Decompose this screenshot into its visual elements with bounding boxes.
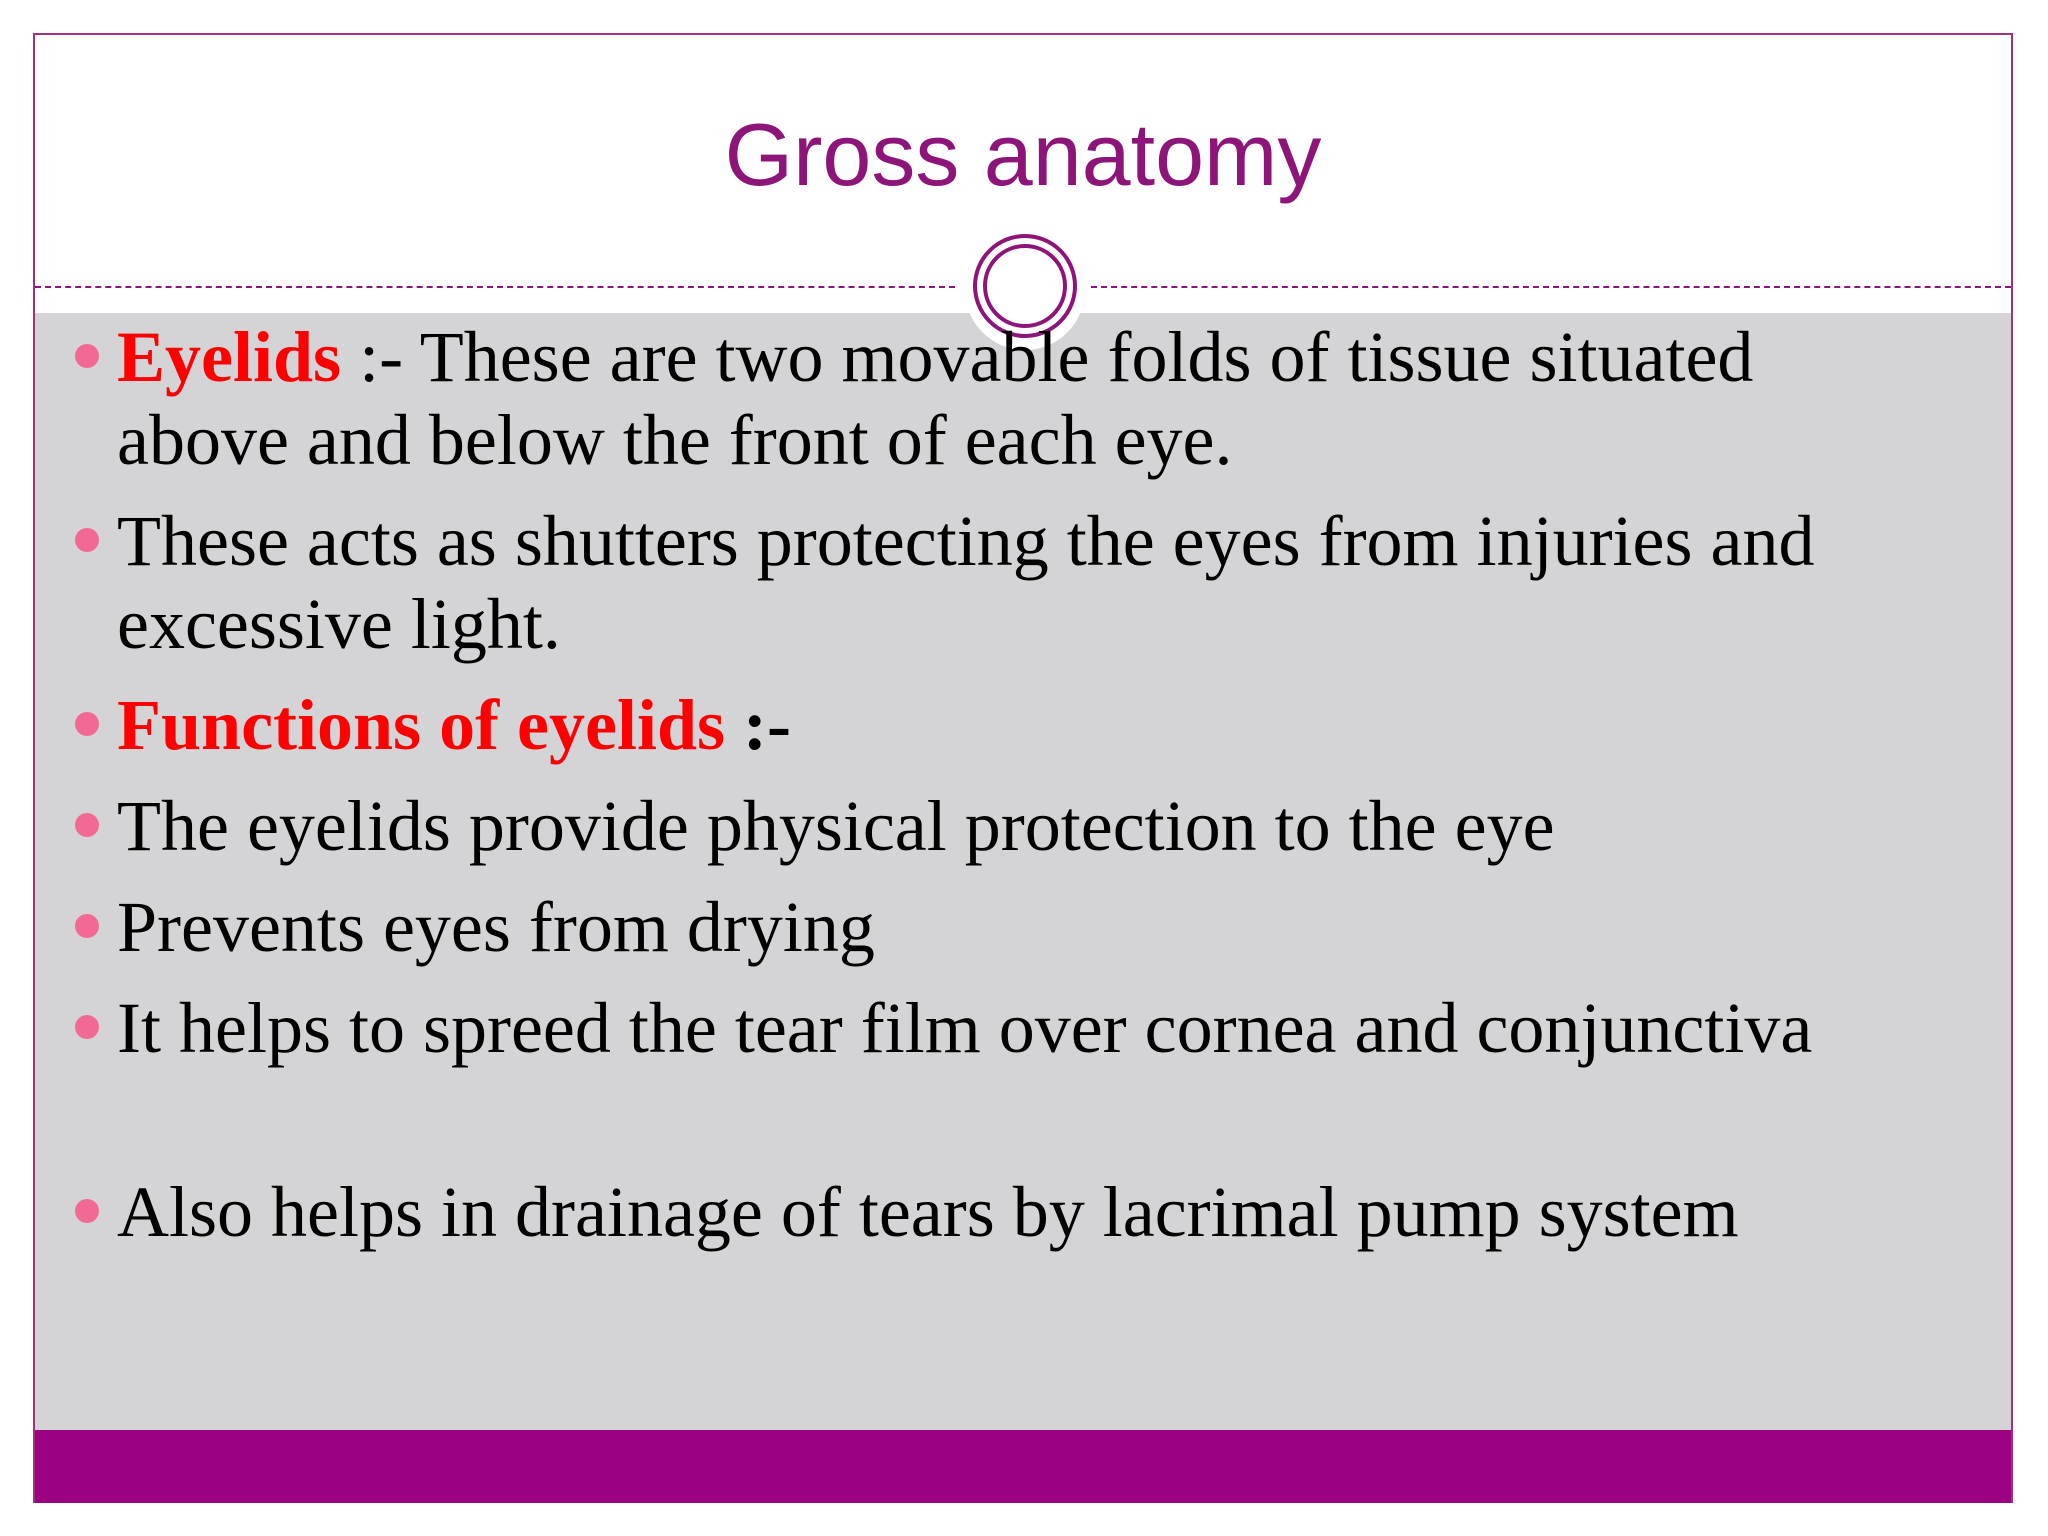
title-divider-right — [1091, 286, 2011, 288]
slide — [33, 33, 2013, 1503]
bullet-icon — [75, 914, 99, 938]
bottom-accent-band — [35, 1430, 2011, 1503]
bullet-text: These acts as shutters protecting the eyes from injuries and excessive light. — [117, 501, 1815, 664]
slide-title: Gross anatomy — [724, 105, 1322, 204]
bullet-icon — [75, 1015, 99, 1039]
bullet-item-drying — [117, 886, 1917, 969]
bullet-icon — [75, 528, 99, 552]
bullet-lead-functions: Functions of eyelids — [117, 685, 726, 765]
bullet-item-drainage — [117, 1171, 1917, 1254]
title-divider-left — [35, 286, 955, 288]
bullet-lead-eyelids: Eyelids — [117, 317, 342, 397]
bullet-item-tear-film — [117, 987, 1917, 1070]
bullet-item-protection — [117, 785, 1917, 868]
bullet-text: Prevents eyes from drying — [117, 887, 875, 967]
bullet-text: These are two movable folds of tissue situated above and below the front of each eye. — [117, 317, 1754, 480]
bullet-icon — [75, 1199, 99, 1223]
bullet-text: It helps to spreed the tear film over cornea and conjunctiva — [117, 988, 1813, 1068]
bullet-separator: :- — [341, 317, 404, 397]
bullet-text: The eyelids provide physical protection to the eye — [117, 786, 1555, 866]
bullet-item-functions-heading — [117, 684, 1917, 767]
bullet-separator: :- — [725, 685, 791, 765]
bullet-item-eyelids — [117, 316, 1917, 482]
bullet-icon — [75, 813, 99, 837]
bullet-icon — [75, 712, 99, 736]
bullet-item-shutters — [117, 500, 1917, 666]
bullet-text: Also helps in drainage of tears by lacrimal pump system — [117, 1172, 1739, 1252]
bullet-icon — [75, 344, 99, 368]
